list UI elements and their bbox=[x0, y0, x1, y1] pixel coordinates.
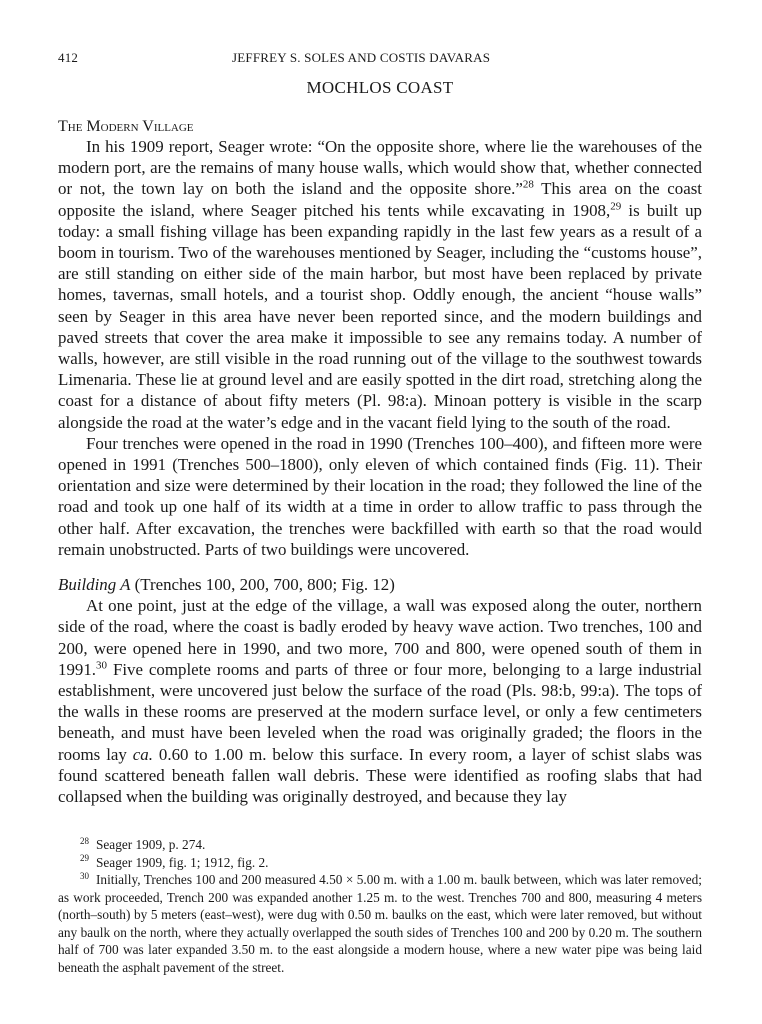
page bbox=[58, 48, 702, 807]
footnote: $^{30}$ Initially, Trenches 100 and 200 measured 4.50 × 5.00 m. with a 1.00 m. baulk between, which was later removed; as work proceeded, Trench 200 was expanded another 1.25 m. to the west. Trenches 700 and 800, measuring 4 meters (north–south) by 5 meters (east–west), were dug with 0.50 m. baulks on the east, which were later removed, but without any baulk on the north, where they actually overlapped the south sides of Trenches 100 and 200 by 0.20 m. The southern half of 700 was later expanded 3.50 m. to the east alongside a modern house, where a new water pipe was being laid beneath the asphalt pavement of the street. bbox=[58, 870, 702, 975]
subsection-title: Building A bbox=[58, 575, 131, 595]
footnote: $^{29}$ Seager 1909, fig. 1; 1912, fig. 2. bbox=[80, 853, 269, 870]
body-paragraph: At one point, just at the edge of the village, a wall was exposed along the outer, northern side of the road, where the coast is badly eroded by heavy wave action. Two trenches, 100 and 200, were opened here in 1990, and two more, 700 and 800, were opened south of them in 1991.30 Five complete rooms and parts of three or four more, belonging to a large industrial establishment, were uncovered just below the surface of the road (Pls. 98:b, 99:a). The tops of the walls in these rooms are preserved at the modern surface level, or only a few centimeters beneath, and must have been leveled when the road was originally graded; the floors in the rooms lay ca. 0.60 to 1.00 m. below this surface. In every room, a layer of schist slabs was found scattered beneath fallen wall debris. These were identified as roofing slabs that had collapsed when the building was originally destroyed, and because they lay bbox=[58, 596, 702, 807]
footnote-ref: 29 bbox=[610, 199, 622, 212]
section-heading: The Modern Village bbox=[58, 118, 194, 135]
body-paragraph: Four trenches were opened in the road in 1990 (Trenches 100–400), and fifteen more were opened in 1991 (Trenches 500–1800), only eleven of which contained finds (Fig. 11). Their orientation and size were determined by their location in the road; they followed the line of the road and took up one half of its width at a time in order to allow traffic to pass through the other half. After excavation, the trenches were backfilled with earth so that the road would remain unobstructed. Parts of two buildings were uncovered. bbox=[58, 433, 702, 559]
footnote: $^{28}$ Seager 1909, p. 274. bbox=[80, 835, 206, 852]
body-paragraph: In his 1909 report, Seager wrote: “On the opposite shore, where lie the warehouses of the modern port, are the remains of many house walls, which would show that, whether connected or not, the town lay on both the island and the opposite shore.”$^{28}$ This area on the coast opposite the island, where Seager pitched his tents while excavating in 1908,29 is built up today: a small fishing village has been expanding rapidly in the last few years as a result of a boom in tourism. Two of the warehouses mentioned by Seager, including the “customs house”, are still standing on either side of the main harbor, but most have been replaced by private homes, tavernas, small hotels, and a tourist shop. Oddly enough, the ancient “house walls” seen by Seager in this area have never been reported since, and the modern buildings and paved streets that cover the area make it impossible to see any remains today. A number of walls, however, are still visible in the road running out of the village to the southwest towards Limenaria. These lie at ground level and are easily spotted in the dirt road, stretching along the coast for a distance of about fifty meters (Pl. 98:a). Minoan pottery is visible in the scarp alongside the road at the water’s edge and in the vacant field lying to the south of the road. bbox=[58, 137, 702, 432]
chapter-title: MOCHLOS COAST bbox=[306, 78, 454, 97]
footnote-ref: 30 bbox=[96, 659, 108, 672]
running-head-authors: JEFFREY S. SOLES AND COSTIS DAVARAS bbox=[232, 50, 491, 65]
footnotes bbox=[58, 836, 702, 976]
subsection-heading: Building A (Trenches 100, 200, 700, 800; Fig. 12) bbox=[58, 575, 395, 595]
footnote-ref: 28 bbox=[522, 178, 534, 191]
page-number: 412 bbox=[58, 50, 79, 65]
running-header bbox=[58, 48, 702, 68]
